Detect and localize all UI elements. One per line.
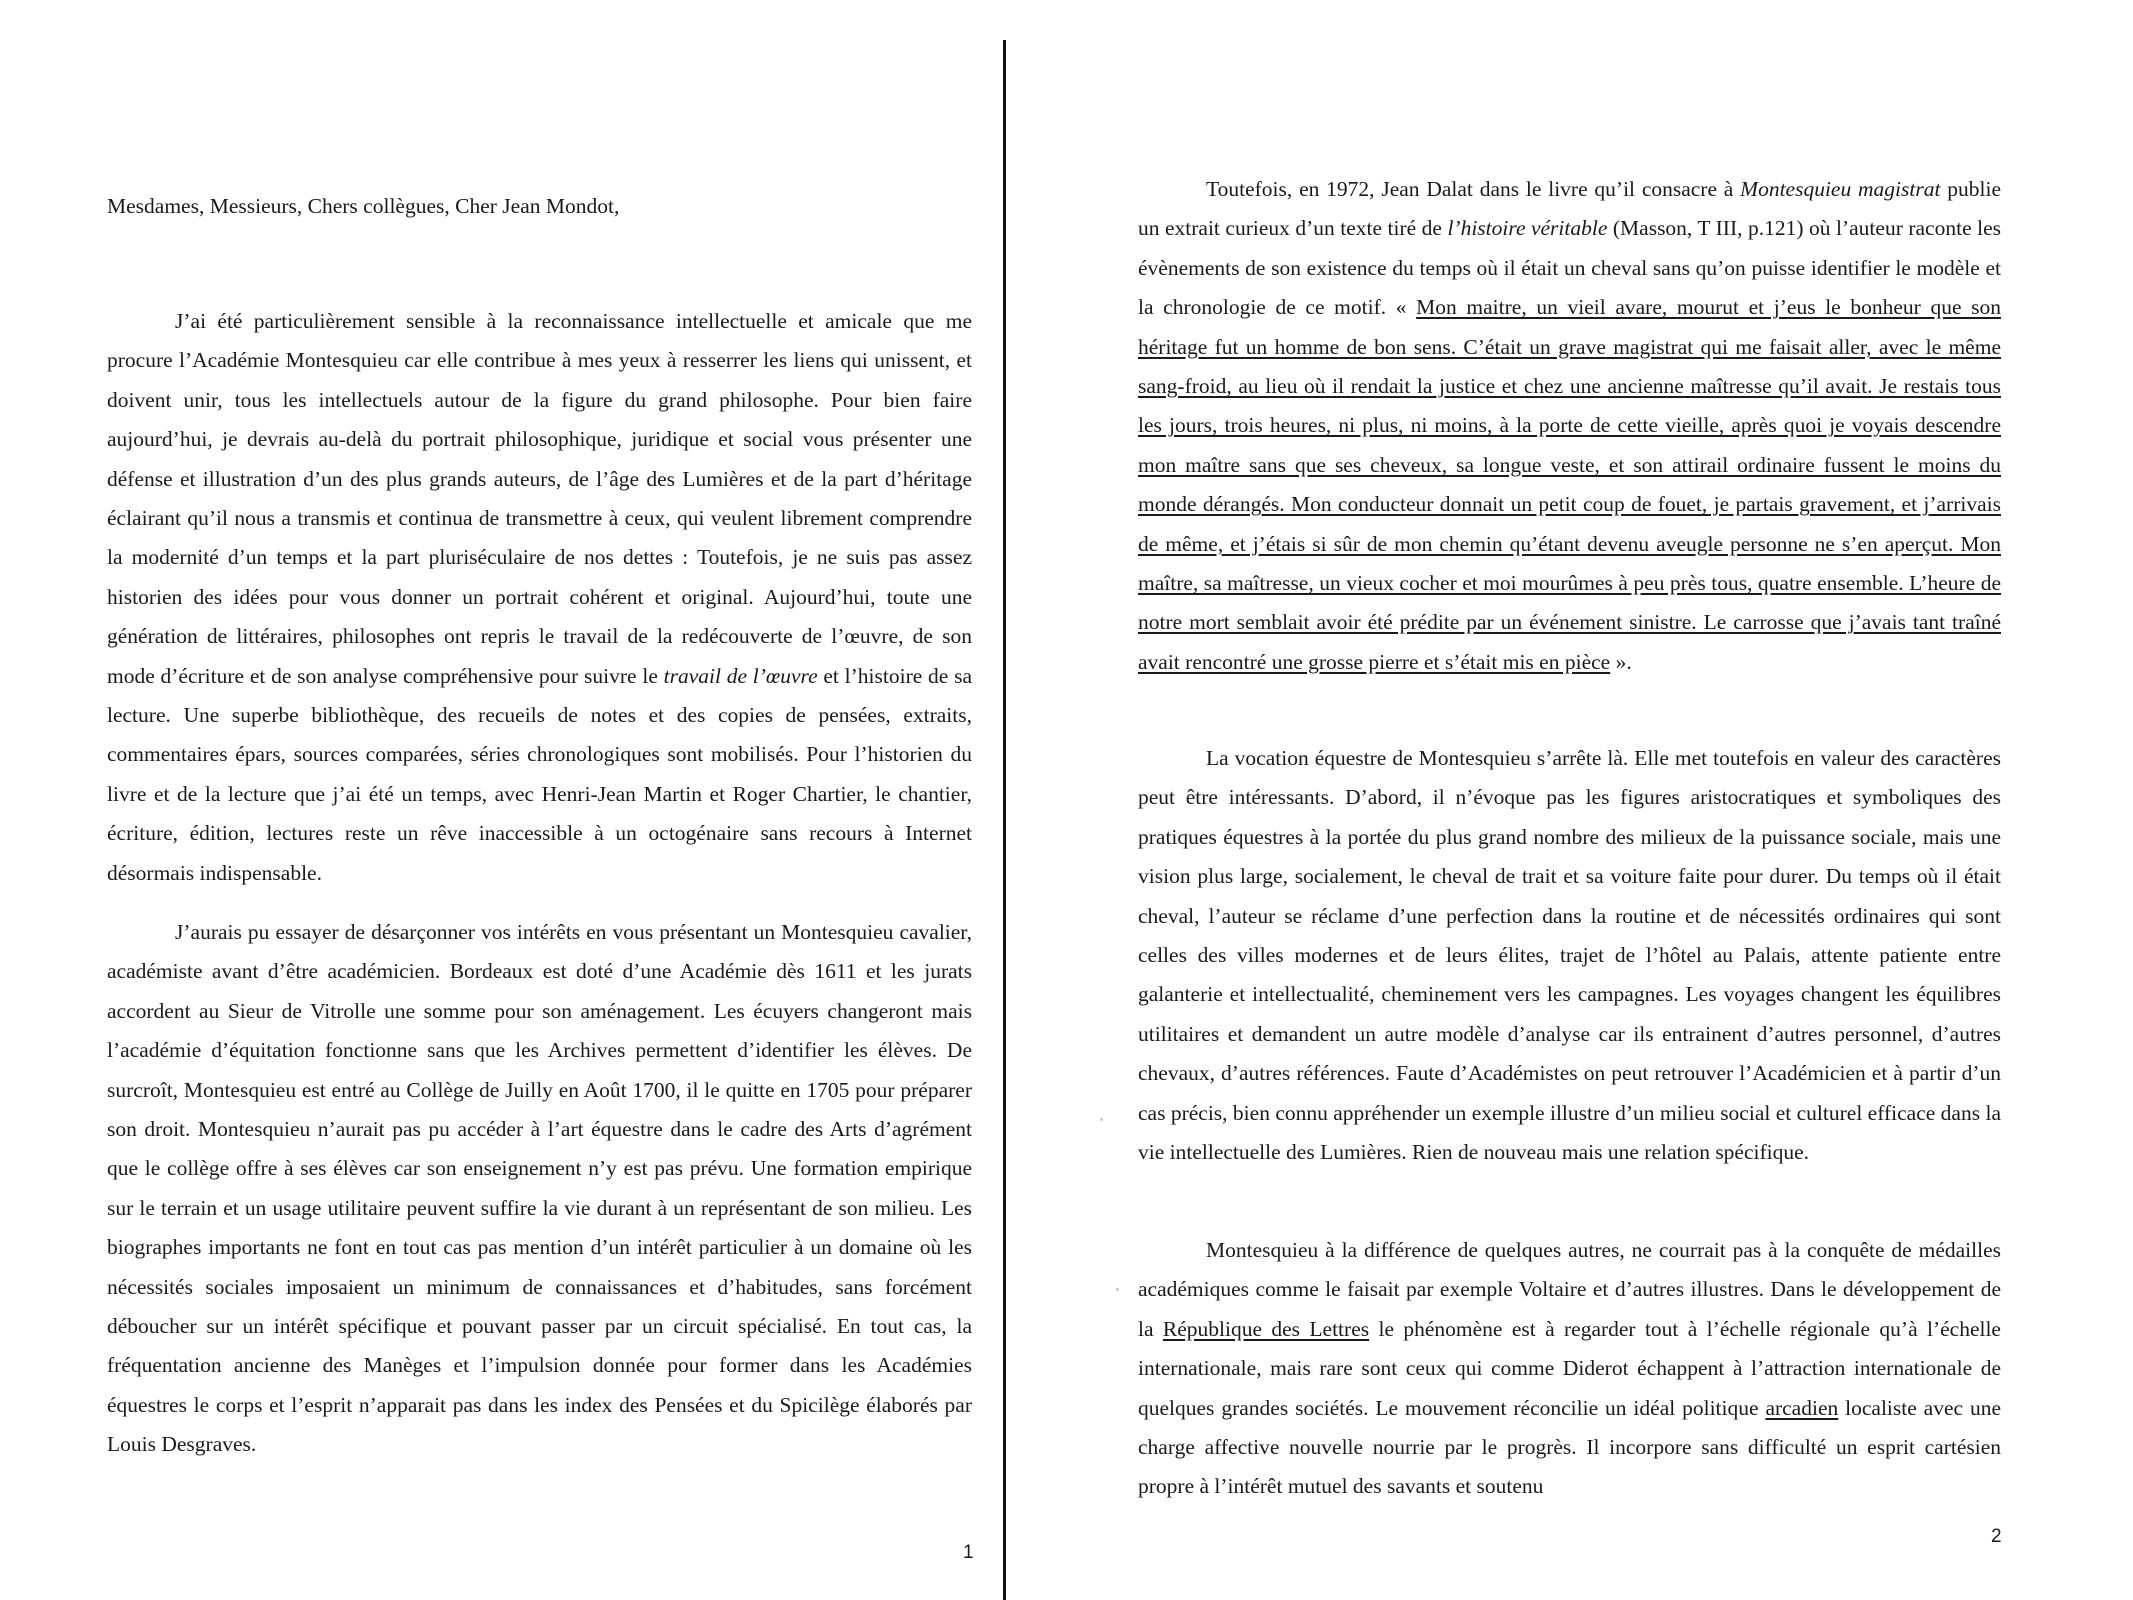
underlined-term: République des Lettres <box>1162 1316 1370 1341</box>
paragraph: J’aurais pu essayer de désarçonner vos intérêts en vous présentant un Montesquieu cavalier, académiste avant d’être académicien. Bordeaux est doté d’une Académie dès 1611 et les jurats accordent au Sieur de Vitrolle une somme pour son aménagement. Les écuyers changeront mais l’académie d’équitation fonctionne sans que les Archives permettent d’identifier les élèves. De surcroît, Montesquieu est entré au Collège de Juilly en Août 1700, il le quitte en 1705 pour préparer son droit. Montesquieu n’aurait pas pu accéder à l’art équestre dans le cadre des Arts d’agrément que le collège offre à ses élèves car son enseignement n’y est pas prévu. Une formation empirique sur le terrain et un usage utilitaire peuvent suffire la vie durant à un représentant de son milieu. Les biographes importants ne font en tout cas pas mention d’un intérêt particulier à un domaine où les nécessités sociales imposaient un minimum de connaissances et d’habitudes, sans forcément déboucher sur un intérêt spécifique et pouvant passer par un circuit spécialisé. En tout cas, la fréquentation ancienne des Manèges et l’impulsion donnée pour former dans les Académies équestres le corps et l’esprit n’apparait pas dans les index des Pensées et du Spicilège élaborés par Louis Desgraves. <box>107 920 972 1457</box>
book-title: Montesquieu magistrat <box>1740 177 1941 201</box>
paragraph: La vocation équestre de Montesquieu s’arrête là. Elle met toutefois en valeur des caractères peut être intéressants. D’abord, il n’évoque pas les figures aristocratiques et symboliques des pratiques équestres à la portée du plus grand nombre des milieux de la puissance sociale, mais une vision plus large, socialement, le cheval de trait et sa voiture faite pour durer. Du temps où il était cheval, l’auteur se réclame d’une perfection dans la routine et de nécessités ordinaires qui sont celles des villes modernes et de leurs élites, trajet de l’hôtel au Palais, attente patiente entre galanterie et intellectualité, cheminement vers les campagnes. Les voyages changent les équilibres utilitaires et demandent un autre modèle d’analyse car ils entrainent d’autres personnel, d’autres chevaux, d’autres références. Faute d’Académistes on peut retrouver l’Académicien et à partir d’un cas précis, bien connu appréhender un exemple illustre d’un milieu social et culturel efficace dans la vie intellectuelle des Lumières. Rien de nouveau mais une relation spécifique. <box>1138 746 2001 1165</box>
paragraph-text: J’ai été particulièrement sensible à la reconnaissance intellectuelle et amicale que me procure l’Académie Montesquieu car elle contribue à mes yeux à resserrer les liens qui unissent, et doivent unir, tous les intellectuels autour de la figure du grand philosophe. Pour bien faire aujourd’hui, je devrais au-delà du portrait philosophique, juridique et social vous présenter une défense et illustration d’un des plus grands auteurs, de l’âge des Lumières et de la part d’héritage éclairant qu’il nous a transmis et continua de transmettre à ceux, qui veulent librement comprendre la modernité d’un temps et la part pluriséculaire de nos dettes : Toutefois, je ne suis pas assez historien des idées pour vous donner un portrait cohérent et original. Aujourd’hui, toute une génération de littéraires, philosophes ont repris le travail de la redécouverte de l’œuvre, de son mode d’écriture et de son analyse compréhensive pour suivre le <box>107 309 972 688</box>
page-number: 2 <box>1991 1526 2002 1547</box>
paragraph-text: localiste avec une charge affective nouvelle nourrie par le progrès. Il incorpore sans difficulté un esprit cartésien propre à l’intérêt mutuel des savants et soutenu <box>1138 1395 2001 1499</box>
paragraph <box>1138 170 2001 682</box>
paragraph <box>1138 1231 2001 1507</box>
italic-text: travail de l’œuvre <box>663 663 818 688</box>
paragraph <box>107 302 972 893</box>
paragraph-text: publie un extrait curieux d’un texte tiré de <box>1138 177 2001 241</box>
paragraph-text: et l’histoire de sa lecture. Une superbe bibliothèque, des recueils de notes et des copies de pensées, extraits, commentaires épars, sources comparées, séries chronologiques sont mobilisés. Pour l’historien du livre et de la lecture que j’ai été un temps, avec Henri-Jean Martin et Roger Chartier, le chantier, écriture, édition, lectures reste un rêve inaccessible à un octogénaire sans recours à Internet désormais indispensable. <box>107 663 972 885</box>
page-number: 1 <box>963 1542 974 1563</box>
paragraph-text: (Masson, T III, p.121) où l’auteur raconte les évènements de son existence du temps où il était un cheval sans qu’on puisse identifier le modèle et la chronologie de ce motif. « <box>1138 216 2001 320</box>
page-1 <box>0 0 1000 1600</box>
paragraph-text: le phénomène est à regarder tout à l’échelle régionale qu’à l’échelle internationale, mais rare sont ceux qui comme Diderot échappent à l’attraction internationale de quelques grandes sociétés. Le mouvement réconcilie un idéal politique <box>1138 1316 2001 1420</box>
paragraph-text: Montesquieu à la différence de quelques autres, ne courrait pas à la conquête de médailles académiques comme le faisait par exemple Voltaire et d’autres illustres. Dans le développement de la <box>1138 1238 2001 1341</box>
quotation: Mon maitre, un vieil avare, mourut et j’eus le bonheur que son héritage fut un homme de bon sens. C’était un grave magistrat qui me faisait aller, avec le même sang-froid, au lieu où il rendait la justice et chez une ancienne maîtresse qu’il avait. Je restais tous les jours, trois heures, ni plus, ni moins, à la porte de cette vieille, après quoi je voyais descendre mon maître sans que ses cheveux, sa longue veste, et son attirail ordinaire fussent le moins du monde dérangés. Mon conducteur donnait un petit coup de fouet, je partais gravement, et j’arrivais de même, et j’étais si sûr de mon chemin qu’étant devenu aveugle personne ne s’en aperçut. Mon maître, sa maîtresse, un vieux cocher et moi mourûmes à peu près tous, quatre ensemble. L’heure de notre mort semblait avoir été prédite par un événement sinistre. Le carrosse que j’avais tant traîné avait rencontré une grosse pierre et s’était mis en pièce <box>1138 295 2002 674</box>
salutation: Mesdames, Messieurs, Chers collègues, Cher Jean Mondot, <box>107 194 620 218</box>
scan-speck <box>1116 1288 1119 1291</box>
quote-close: ». <box>1610 649 1632 674</box>
underlined-term: arcadien <box>1765 1395 1839 1420</box>
book-title: l’histoire véritable <box>1447 216 1608 241</box>
scan-speck <box>1100 1118 1103 1121</box>
page-2 <box>1002 0 2133 1600</box>
paragraph-text: Toutefois, en 1972, Jean Dalat dans le livre qu’il consacre à <box>1206 177 1741 201</box>
